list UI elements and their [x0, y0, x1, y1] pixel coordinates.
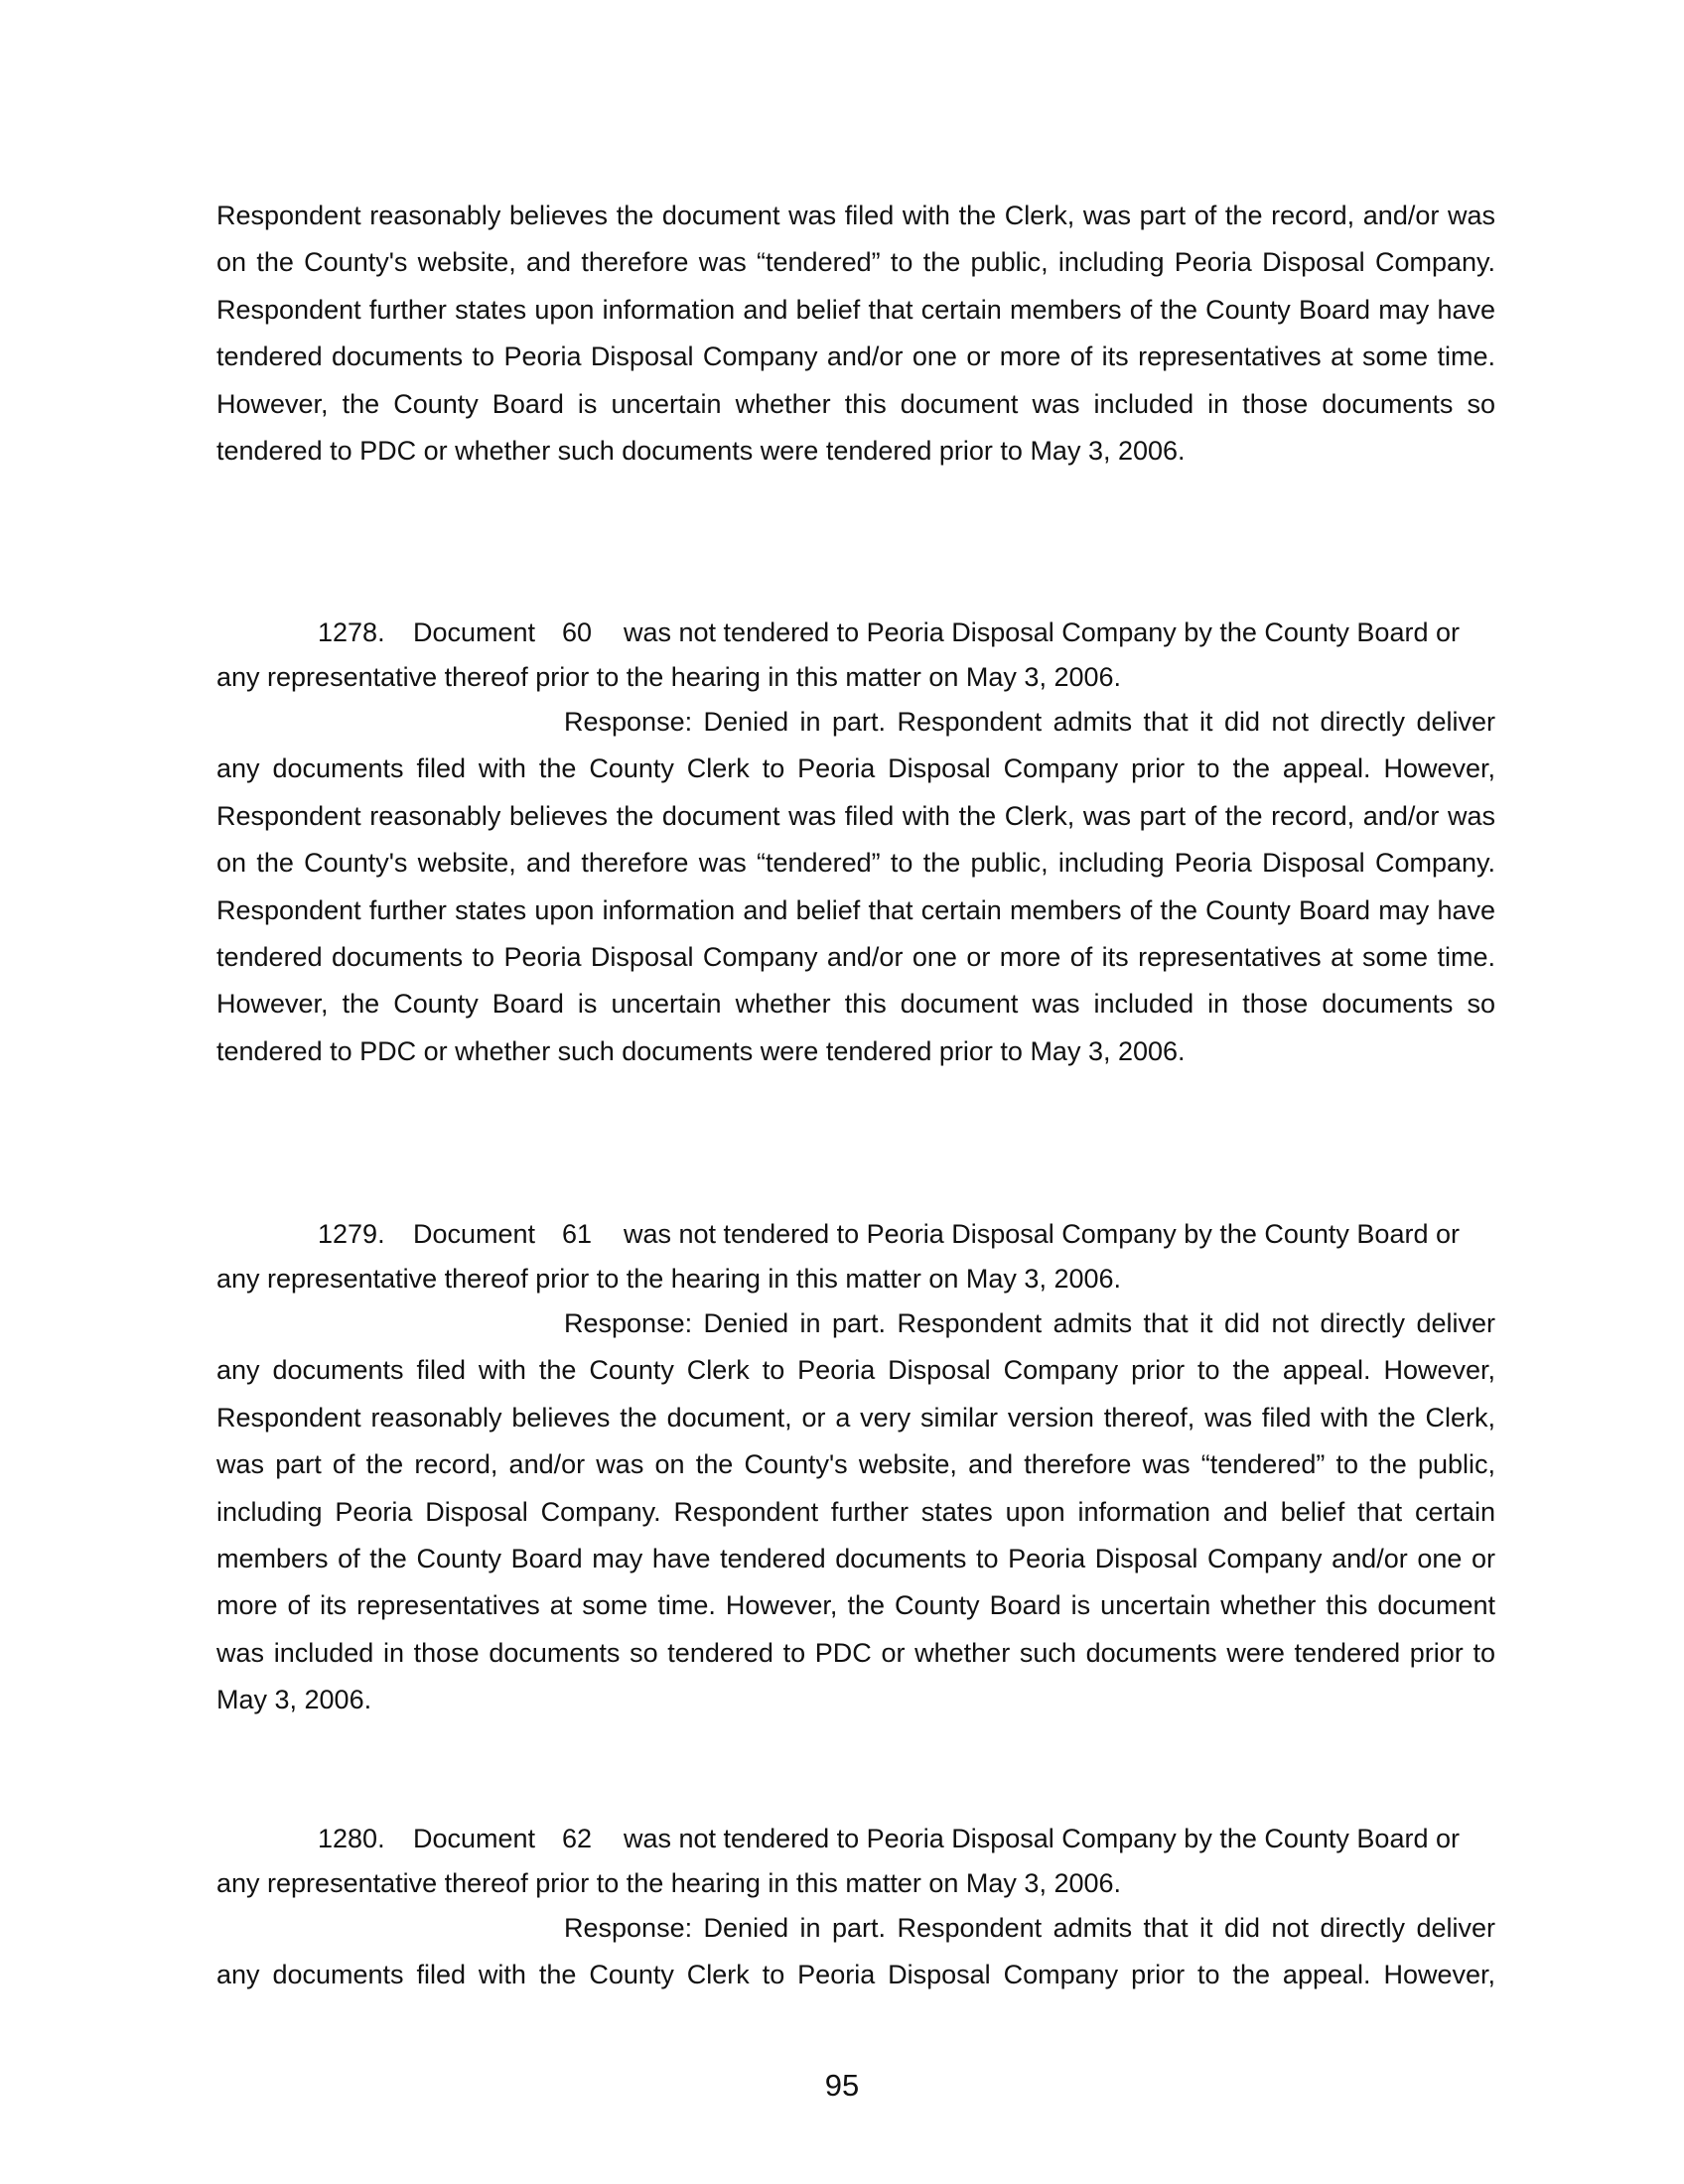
- document-number: 62: [562, 1824, 593, 1853]
- document-label: Document: [413, 1824, 536, 1853]
- statement-line-2: any representative thereof prior to the hearing in this matter on May 3, 2006.: [216, 1868, 1122, 1898]
- statement-line-1: [318, 610, 1460, 656]
- statement-line-1: [318, 1816, 1460, 1862]
- paragraph-number: 1279.: [318, 1219, 385, 1249]
- document-label: Document: [413, 617, 536, 647]
- continuation-paragraph: Respondent reasonably believes the document was filed with the Clerk, was part of the record, and/or was on the County's website, and therefore was “tendered” to the public, including Peoria Disposal Company. Respondent further states upon information and belief that certain members of the County Board may have tendered documents to Peoria Disposal Company and/or one or more of its representatives at some time. However, the County Board is uncertain whether this document was included in those documents so tendered to PDC or whether such documents were tendered prior to May 3, 2006.: [216, 201, 1495, 467]
- statement-text: was not tendered to Peoria Disposal Company by the County Board or: [624, 1824, 1460, 1853]
- response-1279: Response: Denied in part. Respondent admits that it did not directly deliver any documents filed with the County Clerk to Peoria Disposal Company prior to the appeal. However, Respondent reasonably believes the document, or a very similar version thereof, was filed with the Clerk, was part of the record, and/or was on the County's website, and therefore was “tendered” to the public, including Peoria Disposal Company. Respondent further states upon information and belief that certain members of the County Board may have tendered documents to Peoria Disposal Company and/or one or more of its representatives at some time. However, the County Board is uncertain whether this document was included in those documents so tendered to PDC or whether such documents were tendered prior to May 3, 2006.: [216, 1308, 1495, 1715]
- statement-line-2: any representative thereof prior to the hearing in this matter on May 3, 2006.: [216, 1264, 1122, 1294]
- response-1278: Response: Denied in part. Respondent admits that it did not directly deliver any documents filed with the County Clerk to Peoria Disposal Company prior to the appeal. However, Respondent reasonably believes the document was filed with the Clerk, was part of the record, and/or was on the County's website, and therefore was “tendered” to the public, including Peoria Disposal Company. Respondent further states upon information and belief that certain members of the County Board may have tendered documents to Peoria Disposal Company and/or one or more of its representatives at some time. However, the County Board is uncertain whether this document was included in those documents so tendered to PDC or whether such documents were tendered prior to May 3, 2006.: [216, 707, 1495, 1066]
- paragraph-number: 1280.: [318, 1824, 385, 1853]
- document-label: Document: [413, 1219, 536, 1249]
- response-1280: Response: Denied in part. Respondent admits that it did not directly deliver any documents filed with the County Clerk to Peoria Disposal Company prior to the appeal. However,: [216, 1913, 1495, 1990]
- document-number: 60: [562, 617, 593, 647]
- statement-line-2: any representative thereof prior to the hearing in this matter on May 3, 2006.: [216, 662, 1122, 692]
- statement-text: was not tendered to Peoria Disposal Company by the County Board or: [624, 1219, 1460, 1249]
- document-number: 61: [562, 1219, 593, 1249]
- page-number: 95: [824, 2068, 860, 2103]
- paragraph-number: 1278.: [318, 617, 385, 647]
- statement-line-1: [318, 1211, 1460, 1258]
- statement-text: was not tendered to Peoria Disposal Company by the County Board or: [624, 617, 1460, 647]
